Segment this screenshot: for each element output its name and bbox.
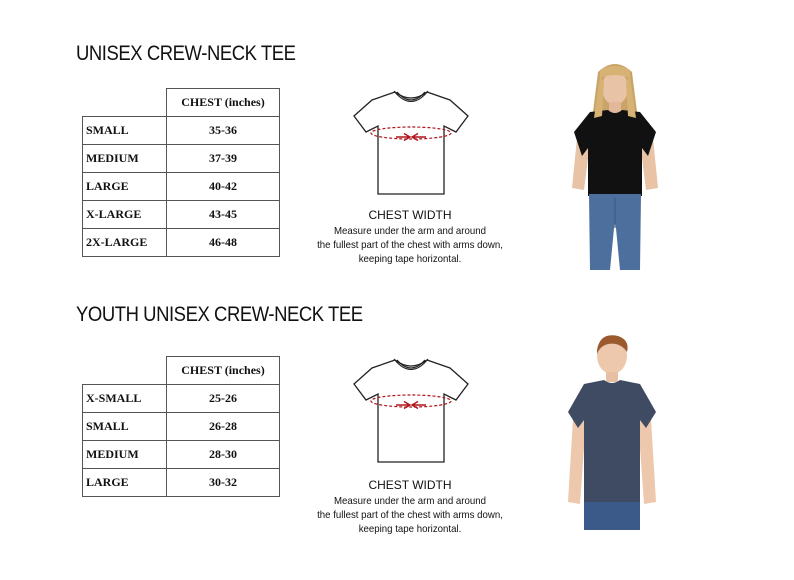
header-blank-cell <box>83 357 167 385</box>
caption-line: Measure under the arm and around <box>334 225 486 237</box>
size-name: LARGE <box>83 469 167 497</box>
chest-header: CHEST (inches) <box>167 89 280 117</box>
header-blank-cell <box>83 89 167 117</box>
adult-size-table <box>82 88 280 257</box>
chest-value: 43-45 <box>167 201 280 229</box>
tshirt-measure-icon <box>352 354 470 466</box>
tshirt-measure-icon <box>352 86 470 198</box>
table-row <box>83 413 280 441</box>
table-row <box>83 117 280 145</box>
table-row <box>83 201 280 229</box>
size-name: X-LARGE <box>83 201 167 229</box>
size-name: MEDIUM <box>83 145 167 173</box>
size-name: LARGE <box>83 173 167 201</box>
chest-value: 46-48 <box>167 229 280 257</box>
chest-value: 30-32 <box>167 469 280 497</box>
caption-line: Measure under the arm and around <box>334 495 486 507</box>
caption-line: keeping tape horizontal. <box>358 253 462 265</box>
caption-line: keeping tape horizontal. <box>358 523 462 535</box>
table-row <box>83 229 280 257</box>
chest-value: 40-42 <box>167 173 280 201</box>
adult-section-title: UNISEX CREW-NECK TEE <box>76 42 296 65</box>
adult-model-photo <box>560 58 670 270</box>
youth-section-title: YOUTH UNISEX CREW-NECK TEE <box>76 303 363 326</box>
table-header-row <box>83 357 280 385</box>
table-row <box>83 441 280 469</box>
chest-value: 25-26 <box>167 385 280 413</box>
table-row <box>83 385 280 413</box>
youth-size-table <box>82 356 280 497</box>
table-header-row <box>83 89 280 117</box>
youth-chest-caption <box>300 478 520 536</box>
table-row <box>83 173 280 201</box>
size-name: MEDIUM <box>83 441 167 469</box>
caption-title: CHEST WIDTH <box>368 478 452 492</box>
size-name: X-SMALL <box>83 385 167 413</box>
caption-line: the fullest part of the chest with arms down, <box>317 239 503 251</box>
chest-header: CHEST (inches) <box>167 357 280 385</box>
size-name: 2X-LARGE <box>83 229 167 257</box>
table-row <box>83 145 280 173</box>
table-row <box>83 469 280 497</box>
adult-chest-caption <box>300 208 520 266</box>
chest-value: 28-30 <box>167 441 280 469</box>
size-name: SMALL <box>83 117 167 145</box>
size-name: SMALL <box>83 413 167 441</box>
caption-line: the fullest part of the chest with arms down, <box>317 509 503 521</box>
youth-model-photo <box>562 332 662 530</box>
chest-value: 37-39 <box>167 145 280 173</box>
caption-title: CHEST WIDTH <box>368 208 452 222</box>
chest-value: 26-28 <box>167 413 280 441</box>
chest-value: 35-36 <box>167 117 280 145</box>
